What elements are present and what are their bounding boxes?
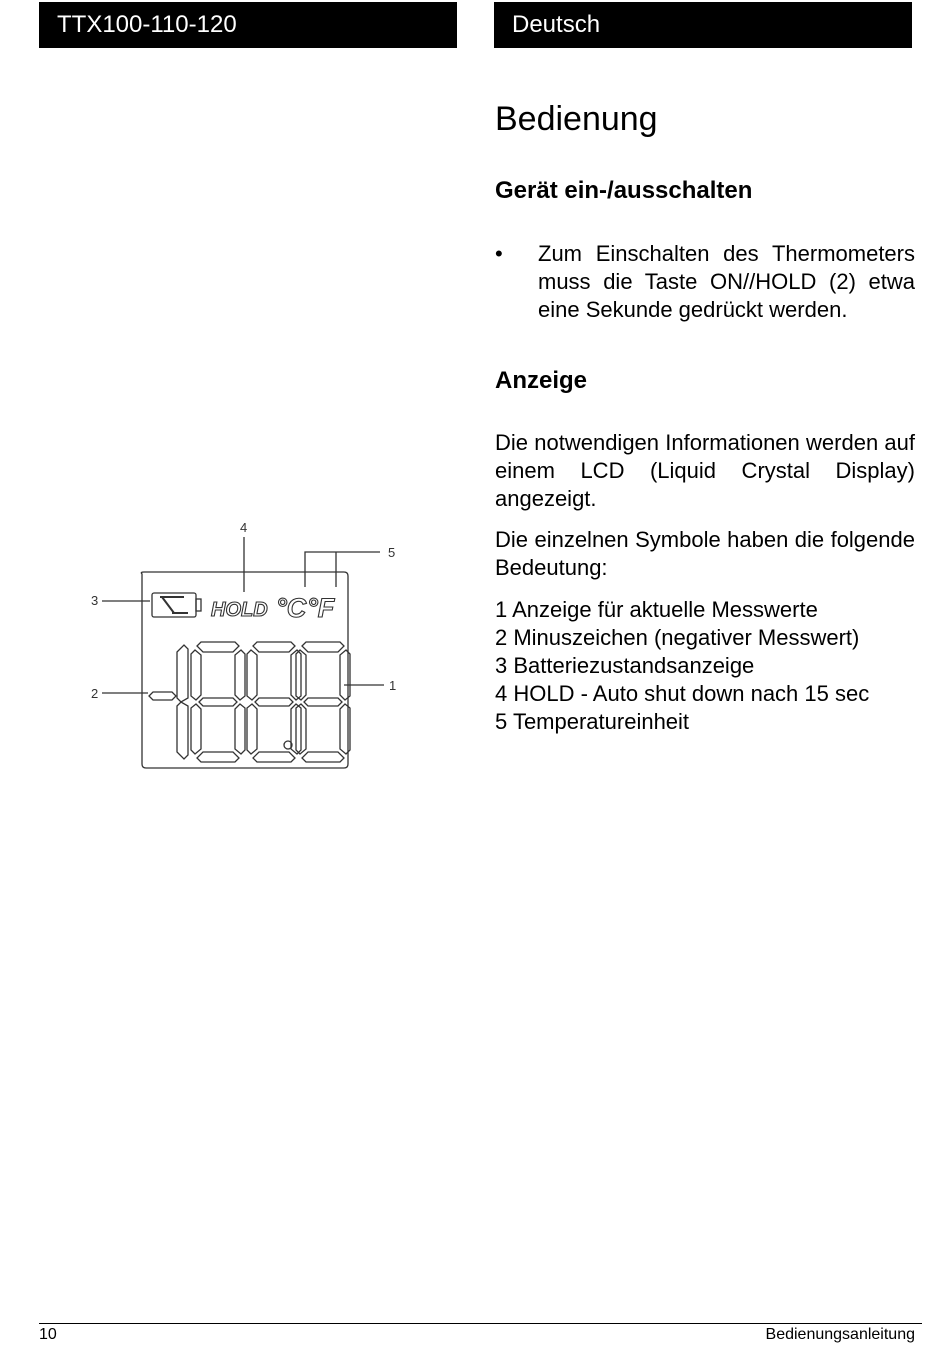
battery-icon [152, 593, 201, 617]
footer-doc-title: Bedienungsanleitung [765, 1326, 915, 1343]
list-item [495, 240, 915, 324]
bullet-icon: • [495, 241, 503, 266]
header-model-bar [39, 2, 457, 48]
section-title: Bedienung [495, 100, 658, 138]
digit-one [177, 645, 188, 759]
display-paragraph-1: Die notwendigen Informationen werden auf einem LCD (Liquid Crystal Display) angezeigt. [495, 430, 915, 511]
callout-number-1: 1 [389, 678, 397, 693]
bullet-text: Zum Einschalten des Thermometers muss die Taste ON//HOLD (2) etwa eine Sekunde gedrückt werden. [538, 241, 915, 322]
legend-item: 5 Temperatureinheit [495, 709, 690, 734]
callout-number-2: 2 [91, 686, 99, 701]
header-language-bar [494, 2, 912, 48]
header-model: TTX100-110-120 [57, 11, 237, 38]
legend-item: 1 Anzeige für aktuelle Messwerte [495, 597, 818, 622]
heading-display: Anzeige [495, 367, 588, 394]
digit-eight-2 [247, 642, 301, 762]
power-bullet-list [495, 240, 915, 324]
celsius-label: °C [276, 593, 307, 623]
minus-segment [149, 692, 176, 700]
callout-line-5 [305, 552, 380, 587]
callout-number-4: 4 [240, 520, 248, 535]
header-language: Deutsch [512, 11, 601, 38]
lcd-diagram [80, 512, 410, 777]
legend-item: 3 Batteriezustandsanzeige [495, 653, 755, 678]
display-paragraph-2: Die einzelnen Symbole haben die folgende Bedeutung: [495, 527, 915, 580]
callout-number-3: 3 [91, 593, 99, 608]
legend-item: 2 Minuszeichen (negativer Messwert) [495, 625, 860, 650]
page-number: 10 [39, 1326, 57, 1343]
legend-item: 4 HOLD - Auto shut down nach 15 sec [495, 681, 870, 706]
hold-label: HOLD [211, 599, 268, 621]
footer-divider [39, 1323, 922, 1324]
digit-eight-1 [191, 642, 245, 762]
fahrenheit-label: °F [307, 593, 335, 623]
callout-number-5: 5 [388, 545, 396, 560]
heading-power: Gerät ein-/ausschalten [495, 177, 753, 204]
symbol-legend [495, 596, 915, 736]
digit-eight-3 [296, 642, 350, 762]
